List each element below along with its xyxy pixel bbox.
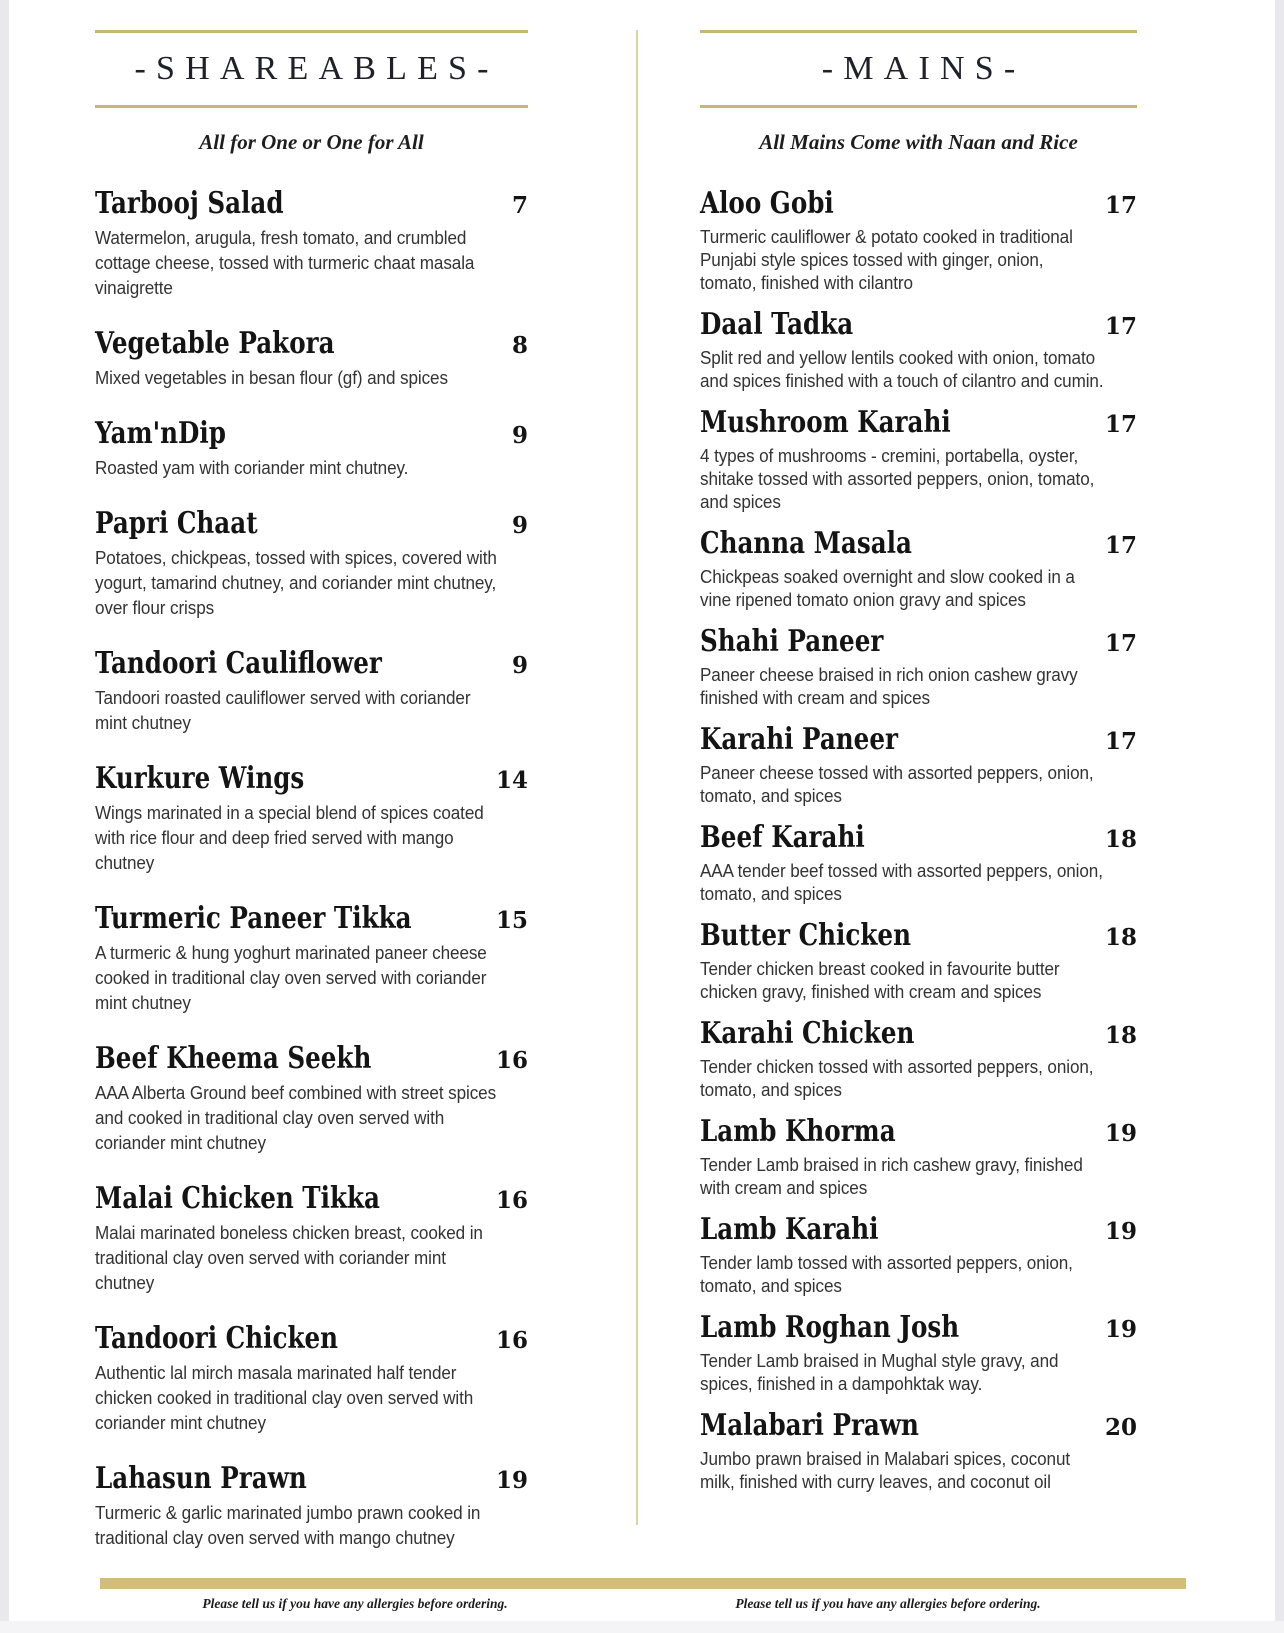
menu-item-name: Yam'nDip bbox=[95, 416, 226, 451]
menu-item-description: Potatoes, chickpeas, tossed with spices, covered with yogurt, tamarind chutney, and coriander mint chutney, over flour crisps bbox=[95, 548, 497, 618]
menu-item-header bbox=[95, 327, 528, 361]
menu-item-price: 17 bbox=[1104, 728, 1137, 755]
menu-item bbox=[700, 406, 1137, 514]
menu-item-description: Authentic lal mirch masala marinated half tender chicken cooked in traditional clay oven served with coriander mint chutney bbox=[95, 1363, 474, 1433]
menu-item-name: Karahi Chicken bbox=[700, 1016, 915, 1051]
allergy-note-left: Please tell us if you have any allergies before ordering. bbox=[202, 1596, 508, 1611]
menu-item bbox=[95, 1182, 528, 1296]
menu-item-description: Tender Lamb braised in Mughal style gravy, and spices, finished in a dampohktak way. bbox=[700, 1351, 1059, 1394]
menu-item-header bbox=[95, 1182, 528, 1216]
menu-item bbox=[95, 762, 528, 876]
menu-item-name: Channa Masala bbox=[700, 526, 912, 561]
menu-item bbox=[700, 919, 1137, 1004]
menu-item bbox=[95, 1042, 528, 1156]
mains-section-title: -MAINS- bbox=[821, 50, 1026, 87]
menu-item-price: 7 bbox=[511, 192, 528, 219]
menu-item-header bbox=[700, 308, 1137, 342]
menu-item-header bbox=[700, 1213, 1137, 1247]
menu-item bbox=[95, 1462, 528, 1551]
mains-items bbox=[700, 187, 1137, 1494]
menu-item bbox=[95, 187, 528, 301]
menu-item-header bbox=[700, 723, 1137, 757]
menu-item-header bbox=[700, 1311, 1137, 1345]
mains-subtitle: All Mains Come with Naan and Rice bbox=[759, 130, 1078, 154]
menu-item-header bbox=[95, 507, 528, 541]
menu-item-description: Paneer cheese braised in rich onion cashew gravy finished with cream and spices bbox=[700, 665, 1078, 708]
menu-item-price: 16 bbox=[495, 1047, 528, 1074]
menu-item-name: Lahasun Prawn bbox=[95, 1461, 307, 1496]
page-edge-right bbox=[1275, 0, 1284, 1633]
menu-item-header bbox=[700, 625, 1137, 659]
menu-item-description: Turmeric cauliflower & potato cooked in traditional Punjabi style spices tossed with ginger, onion, tomato, finished with cilantro bbox=[700, 227, 1073, 293]
menu-item-header bbox=[700, 1115, 1137, 1149]
menu-item-header bbox=[95, 1462, 528, 1496]
menu-item-description: Tender chicken tossed with assorted peppers, onion, tomato, and spices bbox=[700, 1057, 1094, 1100]
menu-item-description: Tender lamb tossed with assorted peppers, onion, tomato, and spices bbox=[700, 1253, 1073, 1296]
menu-item-name: Lamb Roghan Josh bbox=[700, 1310, 960, 1345]
shareables-bottom-rule bbox=[95, 105, 528, 108]
menu-item bbox=[95, 647, 528, 736]
menu-item-price: 14 bbox=[495, 767, 528, 794]
menu-item-price: 18 bbox=[1104, 924, 1137, 951]
shareables-items bbox=[95, 187, 528, 1551]
menu-item-header bbox=[95, 1322, 528, 1356]
menu-item-name: Shahi Paneer bbox=[700, 624, 884, 659]
menu-item-price: 9 bbox=[511, 652, 528, 679]
menu-item-name: Butter Chicken bbox=[700, 918, 911, 953]
menu-item-name: Malabari Prawn bbox=[700, 1408, 919, 1443]
menu-item bbox=[95, 507, 528, 621]
menu-item-description: Roasted yam with coriander mint chutney. bbox=[95, 458, 409, 478]
menu-item-name: Daal Tadka bbox=[700, 307, 854, 342]
menu-item-name: Kurkure Wings bbox=[95, 761, 305, 796]
menu-item-description: Split red and yellow lentils cooked with onion, tomato and spices finished with a touch of cilantro and cumin. bbox=[700, 348, 1104, 391]
menu-item bbox=[700, 1409, 1137, 1494]
menu-item bbox=[95, 902, 528, 1016]
menu-item-header bbox=[700, 527, 1137, 561]
menu-item-price: 18 bbox=[1104, 1022, 1137, 1049]
menu-item-description: Tender Lamb braised in rich cashew gravy, finished with cream and spices bbox=[700, 1155, 1083, 1198]
menu-item-price: 18 bbox=[1104, 826, 1137, 853]
menu-item-name: Tandoori Cauliflower bbox=[95, 646, 382, 681]
menu-item-description: Mixed vegetables in besan flour (gf) and spices bbox=[95, 368, 448, 388]
menu-item-description: Tandoori roasted cauliflower served with coriander mint chutney bbox=[95, 688, 471, 733]
menu-item-name: Vegetable Pakora bbox=[95, 326, 335, 361]
menu-item-price: 17 bbox=[1104, 192, 1137, 219]
menu-item-price: 20 bbox=[1104, 1414, 1137, 1441]
menu-item-name: Papri Chaat bbox=[95, 506, 258, 541]
menu-item-description: Paneer cheese tossed with assorted peppers, onion, tomato, and spices bbox=[700, 763, 1094, 806]
menu-item-description: Chickpeas soaked overnight and slow cooked in a vine ripened tomato onion gravy and spices bbox=[700, 567, 1075, 610]
menu-item bbox=[700, 1311, 1137, 1396]
menu-item-header bbox=[95, 647, 528, 681]
menu-item-description: AAA Alberta Ground beef combined with street spices and cooked in traditional clay oven served with coriander mint chutney bbox=[95, 1083, 497, 1153]
menu-item-description: Malai marinated boneless chicken breast, cooked in traditional clay oven served with coriander mint chutney bbox=[95, 1223, 483, 1293]
menu-item-header bbox=[700, 821, 1137, 855]
menu-item-name: Lamb Karahi bbox=[700, 1212, 879, 1247]
menu-item bbox=[95, 1322, 528, 1436]
menu-item-header bbox=[95, 187, 528, 221]
menu-item-description: Tender chicken breast cooked in favourite butter chicken gravy, finished with cream and spices bbox=[700, 959, 1060, 1002]
page-edge-left bbox=[0, 0, 9, 1633]
menu-item-price: 15 bbox=[495, 907, 528, 934]
menu-item bbox=[95, 327, 528, 391]
menu-item-description: 4 types of mushrooms - cremini, portabella, oyster, shitake tossed with assorted peppers, onion, tomato, and spices bbox=[700, 446, 1095, 512]
menu-item bbox=[700, 1017, 1137, 1102]
menu-item-name: Beef Karahi bbox=[700, 820, 865, 855]
menu-item-header bbox=[700, 187, 1137, 221]
menu-item bbox=[700, 821, 1137, 906]
menu-item bbox=[700, 625, 1137, 710]
allergy-note-right: Please tell us if you have any allergies before ordering. bbox=[735, 1596, 1041, 1611]
shareables-subtitle: All for One or One for All bbox=[199, 130, 424, 154]
menu-item-price: 17 bbox=[1104, 411, 1137, 438]
menu-item-price: 17 bbox=[1104, 532, 1137, 559]
menu-item-header bbox=[95, 417, 528, 451]
menu-item bbox=[700, 1115, 1137, 1200]
menu-item bbox=[700, 187, 1137, 295]
menu-item bbox=[95, 417, 528, 481]
menu-item-header bbox=[95, 1042, 528, 1076]
menu-item bbox=[700, 1213, 1137, 1298]
menu-item bbox=[700, 308, 1137, 393]
menu-item-name: Beef Kheema Seekh bbox=[95, 1041, 372, 1076]
footer-gold-bar bbox=[100, 1578, 1186, 1589]
menu-item-header bbox=[95, 762, 528, 796]
menu-item-price: 9 bbox=[511, 422, 528, 449]
menu-item-header bbox=[700, 406, 1137, 440]
menu-item-name: Turmeric Paneer Tikka bbox=[95, 901, 412, 936]
menu-item-name: Tarbooj Salad bbox=[95, 186, 284, 221]
menu-item-name: Karahi Paneer bbox=[700, 722, 898, 757]
menu-item-price: 17 bbox=[1104, 630, 1137, 657]
menu-item-price: 19 bbox=[1104, 1120, 1137, 1147]
menu-item-header bbox=[95, 902, 528, 936]
menu-item-description: AAA tender beef tossed with assorted peppers, onion, tomato, and spices bbox=[700, 861, 1103, 904]
column-divider-line bbox=[636, 30, 638, 1525]
menu-item bbox=[700, 527, 1137, 612]
menu-item-name: Tandoori Chicken bbox=[95, 1321, 339, 1356]
menu-item-description: Turmeric & garlic marinated jumbo prawn cooked in traditional clay oven served with mango chutney bbox=[95, 1503, 481, 1548]
menu-item-price: 19 bbox=[1104, 1218, 1137, 1245]
shareables-section-title: -SHAREABLES- bbox=[134, 50, 499, 87]
menu-item-header bbox=[700, 1409, 1137, 1443]
menu-item-price: 8 bbox=[511, 332, 528, 359]
menu-item-name: Mushroom Karahi bbox=[700, 405, 951, 440]
menu-item-name: Aloo Gobi bbox=[700, 186, 834, 221]
menu-item-price: 16 bbox=[495, 1327, 528, 1354]
shareables-column bbox=[95, 30, 528, 1577]
mains-column bbox=[700, 30, 1137, 1507]
menu-item-header bbox=[700, 1017, 1137, 1051]
menu-item-name: Malai Chicken Tikka bbox=[95, 1181, 380, 1216]
menu-item-price: 9 bbox=[511, 512, 528, 539]
page-edge-bottom bbox=[0, 1621, 1284, 1633]
menu-item-description: A turmeric & hung yoghurt marinated paneer cheese cooked in traditional clay oven served with coriander mint chutney bbox=[95, 943, 487, 1013]
menu-item-price: 17 bbox=[1104, 313, 1137, 340]
menu-item bbox=[700, 723, 1137, 808]
menu-item-description: Wings marinated in a special blend of spices coated with rice flour and deep fried served with mango chutney bbox=[95, 803, 484, 873]
mains-bottom-rule bbox=[700, 105, 1137, 108]
menu-item-name: Lamb Khorma bbox=[700, 1114, 896, 1149]
menu-item-price: 16 bbox=[495, 1187, 528, 1214]
menu-item-price: 19 bbox=[495, 1467, 528, 1494]
menu-item-header bbox=[700, 919, 1137, 953]
menu-item-description: Watermelon, arugula, fresh tomato, and crumbled cottage cheese, tossed with turmeric chaat masala vinaigrette bbox=[95, 228, 475, 298]
menu-item-price: 19 bbox=[1104, 1316, 1137, 1343]
menu-item-description: Jumbo prawn braised in Malabari spices, coconut milk, finished with curry leaves, and coconut oil bbox=[700, 1449, 1071, 1492]
